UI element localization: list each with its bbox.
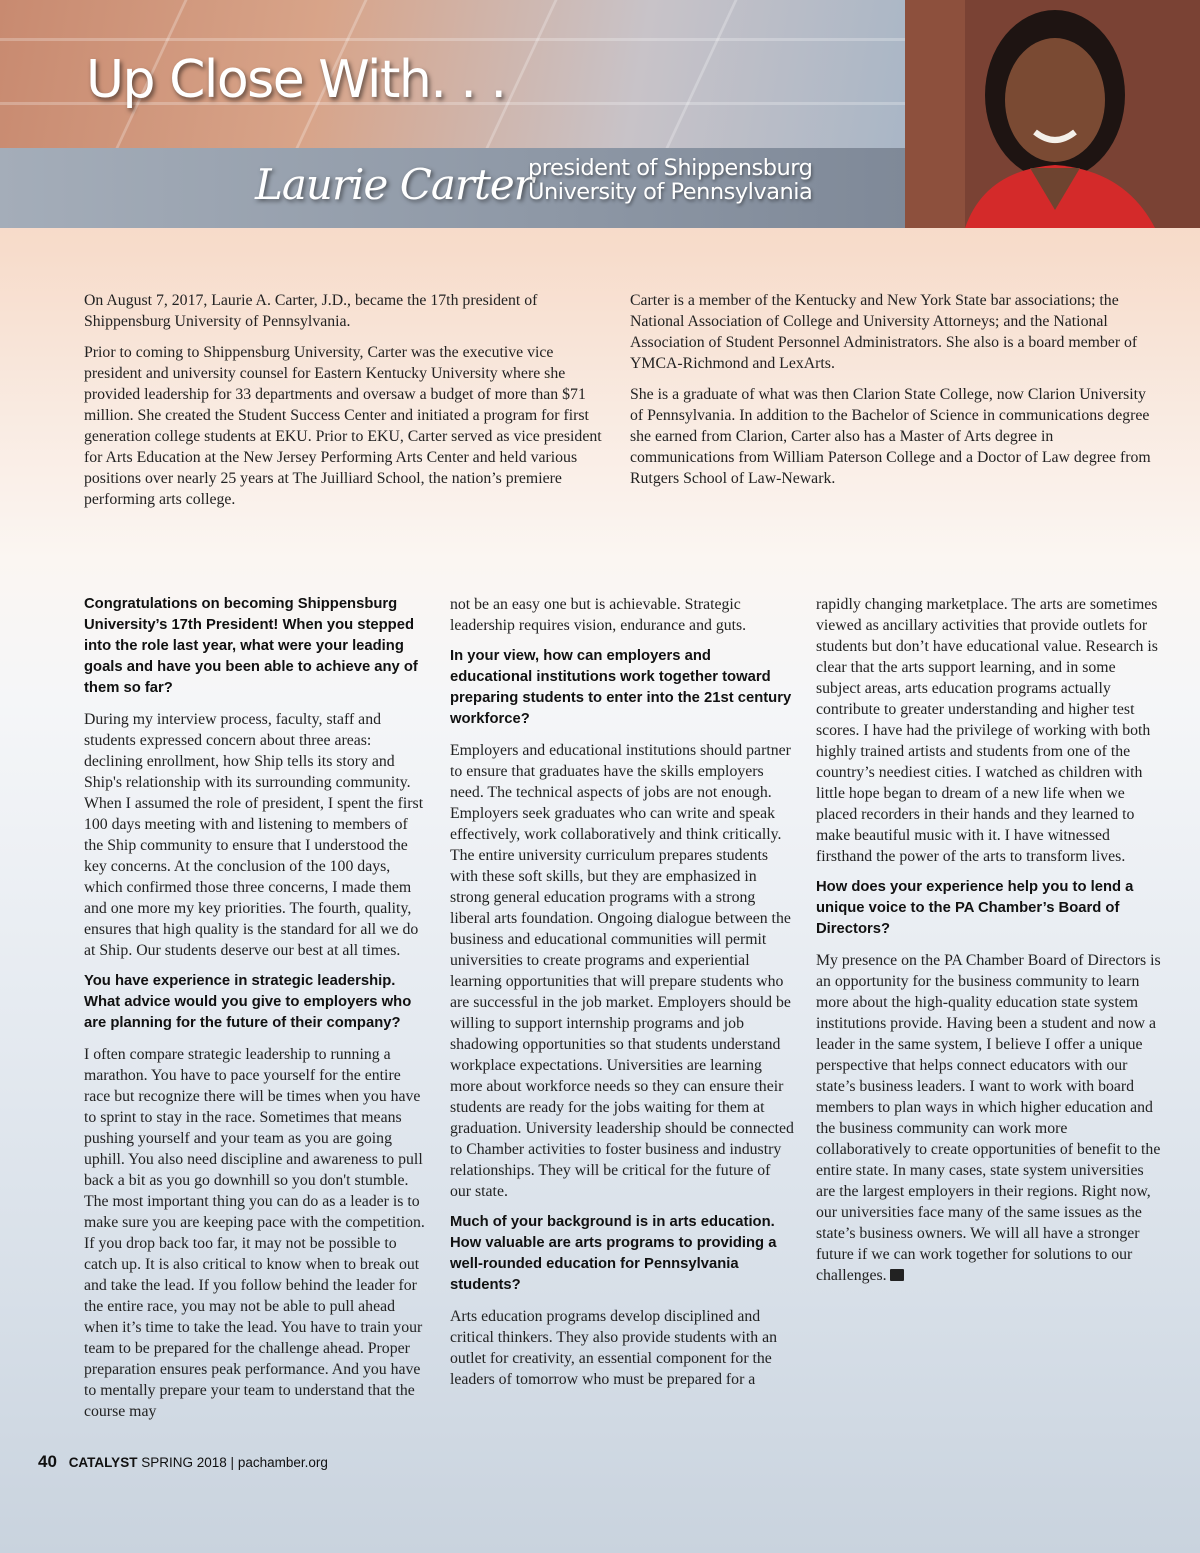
article-column-1: [84, 594, 429, 1432]
end-mark-icon: [890, 1269, 904, 1281]
window-frame-line: [665, 0, 737, 148]
intro-paragraph: On August 7, 2017, Laurie A. Carter, J.D., became the 17th president of Shippensburg University of Pennsylvania.: [84, 292, 538, 330]
answer-paragraph: rapidly changing marketplace. The arts are sometimes viewed as ancillary activities that provide outlets for students but don’t have educational value. Research is clear that the arts support learning, and in some subject areas, arts education programs actually contribute to greater understanding and higher test scores. I have had the privilege of working with both highly trained artists and students from one of the country’s neediest cities. I watched as children with little hope began to dream of a new life when we placed recorders in their hands and they learned to make beautiful music with it. I have witnessed firsthand the power of the arts to transform lives.: [816, 596, 1158, 865]
person-name: Laurie Carter: [255, 160, 533, 209]
intro-right-column: [630, 290, 1156, 499]
article-column-2: [450, 594, 795, 1400]
magazine-name: CATALYST: [68, 1455, 138, 1470]
portrait-illustration: [905, 0, 1200, 228]
window-frame-line: [0, 38, 905, 41]
role-line-1: president of Shippensburg: [528, 155, 813, 181]
website-link[interactable]: pachamber.org: [237, 1455, 328, 1470]
question-heading: How does your experience help you to lend a unique voice to the PA Chamber’s Board of Directors?: [816, 879, 1134, 937]
question-heading: Congratulations on becoming Shippensburg University’s 17th President! When you stepped into the role last year, what were your leading goals and have you been able to achieve any of them so far?: [84, 596, 418, 696]
answer-text: My presence on the PA Chamber Board of Directors is an opportunity for the business community to learn more about the high-quality education state system institutions provide. Having been a student and now a leader in the same system, I believe I offer a unique perspective that helps connect educators with our state’s business leaders. I want to work with board members to plan ways in which higher education and the business community can work more collaboratively to create opportunities of benefit to the entire state. In many cases, state system universities are the largest employers in their regions. Right now, our universities face many of the same issues as the state’s business owners. We will all have a stronger future if we can work together for solutions to our challenges.: [816, 952, 1161, 1284]
question-heading: You have experience in strategic leadership. What advice would you give to employers who are planning for the future of their company?: [84, 973, 412, 1031]
portrait-photo: [905, 0, 1200, 228]
header-banner: [0, 0, 1200, 228]
answer-paragraph: I often compare strategic leadership to running a marathon. You have to pace yourself for the entire race but recognize there will be times when you have to sprint to stay in the race. Sometimes that means pushing yourself and your team as you are going uphill. You also need discipline and awareness to pull back a bit as you go downhill so you don't stumble. The most important thing you can do as a leader is to make sure you are keeping pace with the competition. If you drop back too far, it may not be possible to catch up. It is also critical to know when to break out and take the lead. If you follow behind the leader for the entire race, you may not be able to pull ahead when it’s time to take the lead. You have to train your team to be prepared for the challenge ahead. Proper preparation ensures peak performance. And you have to mentally prepare your team to understand that the course may: [84, 1046, 425, 1420]
answer-paragraph: During my interview process, faculty, staff and students expressed concern about three areas: declining enrollment, how Ship tells its story and Ship's relationship with its surrounding community. When I assumed the role of president, I spent the first 100 days meeting with and listening to members of the Ship community to ensure that I understood the key concerns. At the conclusion of the 100 days, which confirmed those three concerns, I made them and one more my key priorities. The fourth, quality, ensures that high quality is the standard for all we do at Ship. Our students deserve our best at all times.: [84, 711, 424, 959]
page-title: Up Close With. . .: [86, 50, 506, 110]
issue-label: SPRING 2018: [141, 1455, 227, 1470]
question-heading: Much of your background is in arts education. How valuable are arts programs to providing a well-rounded education for Pennsylvania students?: [450, 1214, 777, 1293]
intro-paragraph: She is a graduate of what was then Clarion State College, now Clarion University of Pennsylvania. In addition to the Bachelor of Science in communications degree she earned from Clarion, Carter also has a Master of Arts degree in communications from William Paterson College and a Doctor of Law degree from Rutgers School of Law-Newark.: [630, 386, 1151, 487]
footer-separator: |: [230, 1455, 235, 1470]
answer-paragraph: Employers and educational institutions should partner to ensure that graduates have the skills employers need. The technical aspects of jobs are not enough. Employers seek graduates who can write and speak effectively, work collaboratively and think critically. The entire university curriculum prepares students with these soft skills, but they are emphasized in strong general education programs with a strong liberal arts foundation. Ongoing dialogue between the business and educational communities will permit universities to create programs and experiential learning opportunities that will prepare students who are successful in the job market. Employers should be willing to support internship programs and job shadowing opportunities so that students understand workplace expectations. Universities are learning more about workforce needs so they can ensure their students are ready for the jobs waiting for them at graduation. University leadership should be connected to Chamber activities to foster business and industry relationships. They will be critical for the future of our state.: [450, 742, 794, 1200]
intro-paragraph: Carter is a member of the Kentucky and New York State bar associations; the National Association of College and University Attorneys; and the National Association of Student Personnel Administrators. She also is a board member of YMCA-Richmond and LexArts.: [630, 292, 1138, 372]
answer-paragraph: not be an easy one but is achievable. Strategic leadership requires vision, endurance and guts.: [450, 596, 747, 634]
role-line-2: University of Pennsylvania: [528, 179, 813, 205]
page-number: 40: [38, 1452, 57, 1471]
article-column-3: [816, 594, 1161, 1296]
answer-paragraph: [816, 950, 1161, 1286]
intro-left-column: [84, 290, 610, 520]
intro-paragraph: Prior to coming to Shippensburg University, Carter was the executive vice president and university counsel for Eastern Kentucky University where she provided leadership for 33 departments and oversaw a budget of more than $71 million. She created the Student Success Center and initiated a program for first generation college students at EKU. Prior to EKU, Carter served as vice president for Arts Education at the New Jersey Performing Arts Center and held various positions over nearly 25 years at The Juilliard School, the nation’s premiere performing arts college.: [84, 344, 602, 508]
question-heading: In your view, how can employers and educational institutions work together toward preparing students to enter into the 21st century workforce?: [450, 648, 792, 727]
answer-paragraph: Arts education programs develop disciplined and critical thinkers. They also provide students with an outlet for creativity, an essential component for the leaders of tomorrow who must be prepared for a: [450, 1308, 777, 1388]
person-role: [528, 156, 888, 204]
page-footer: [38, 1452, 328, 1472]
